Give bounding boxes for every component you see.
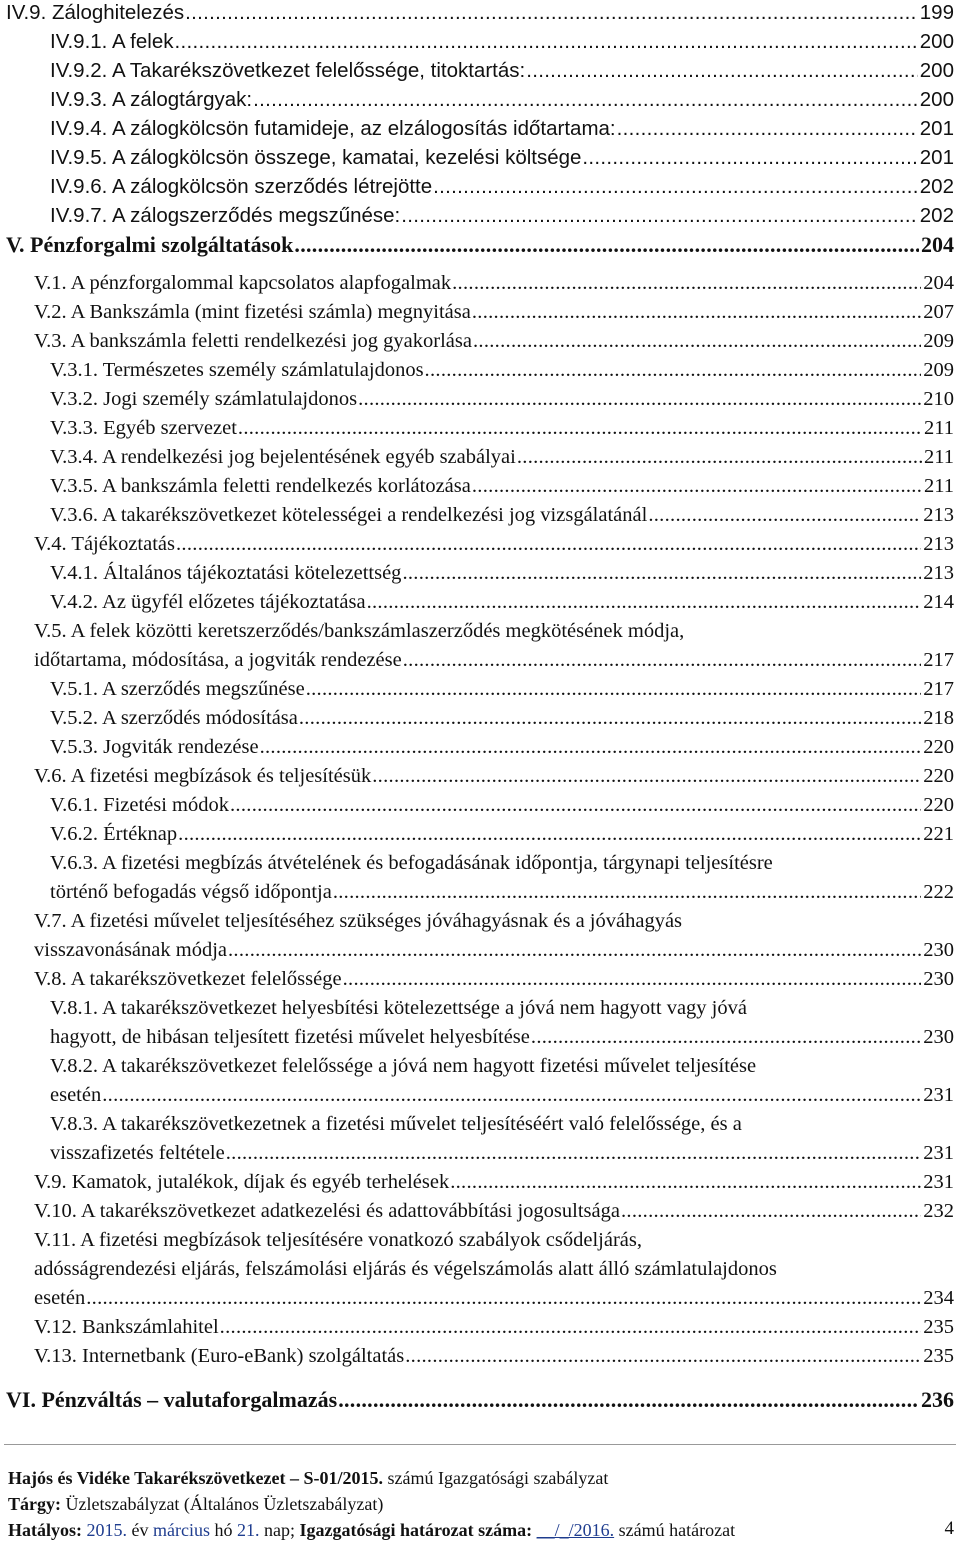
toc-page-number: 230 (923, 968, 954, 990)
footer-regulation-line (8, 1468, 608, 1489)
toc-page-number: 204 (921, 232, 954, 257)
toc-entry-title: V.12. Bankszámlahitel (34, 1316, 219, 1338)
toc-dot-leader (333, 878, 921, 907)
toc-dot-leader (433, 172, 918, 201)
toc-page-number: 209 (923, 359, 954, 381)
toc-entry-line (34, 327, 954, 356)
toc-page-number: 235 (923, 1345, 954, 1367)
toc-dot-leader (402, 559, 921, 588)
footer-effective-line (8, 1520, 735, 1541)
toc-entry-title: V.6. A fizetési megbízások és teljesítésük (34, 765, 372, 787)
toc-entry-title: V.8. A takarékszövetkezet felelőssége (34, 968, 342, 990)
toc-entry-title: esetén (34, 1287, 86, 1309)
toc-entry-title: V.5.2. A szerződés módosítása (50, 707, 298, 729)
toc-entry-line (50, 588, 954, 617)
toc-entry-title: V.4. Tájékoztatás (34, 533, 175, 555)
toc-page-number: 202 (919, 204, 954, 227)
toc-page-number: 220 (923, 736, 954, 758)
toc-entry-title: IV.9.6. A zálogkölcsön szerződés létrejötte (50, 175, 433, 198)
footer-month: március (153, 1520, 210, 1540)
toc-entry-line (50, 56, 954, 85)
toc-dot-leader (403, 646, 922, 675)
toc-entry-title: V.11. A fizetési megbízások teljesítésére vonatkozó szabályok csődeljárás, (34, 1229, 642, 1251)
toc-dot-leader (294, 230, 919, 259)
toc-page-number: 204 (923, 272, 954, 294)
toc-dot-leader (473, 327, 921, 356)
toc-page-number: 213 (923, 562, 954, 584)
toc-page-number: 201 (919, 117, 954, 140)
toc-entry-title: V.3.1. Természetes személy számlatulajdonos (50, 359, 424, 381)
toc-page-number: 213 (923, 504, 954, 526)
toc-dot-leader (102, 1081, 921, 1110)
toc-page-number: 230 (923, 939, 954, 961)
toc-entry-title: V.1. A pénzforgalommal kapcsolatos alapfogalmak (34, 272, 452, 294)
toc-page-number: 234 (923, 1287, 954, 1309)
toc-entry-line (50, 414, 954, 443)
toc-entry-title: V.3. A bankszámla feletti rendelkezési jog gyakorlása (34, 330, 472, 352)
toc-entry-line (50, 559, 954, 588)
toc-page-number: 236 (921, 1387, 954, 1412)
toc-entry-title: V.4.2. Az ügyfél előzetes tájékoztatása (50, 591, 366, 613)
toc-page-number: 214 (923, 591, 954, 613)
toc-entry-line (50, 172, 954, 201)
toc-entry-line (34, 936, 954, 965)
toc-page-number: 231 (923, 1142, 954, 1164)
footer-day: 21. (236, 1520, 260, 1540)
toc-entry-line (50, 1081, 954, 1110)
toc-page-number: 217 (923, 649, 954, 671)
toc-page-number: 213 (923, 533, 954, 555)
toc-dot-leader (185, 0, 918, 27)
footer-text: év (127, 1520, 153, 1540)
toc-page-number: 217 (923, 678, 954, 700)
toc-page-number: 210 (923, 388, 954, 410)
toc-entry-line (50, 85, 954, 114)
toc-dot-leader (86, 1284, 921, 1313)
footer-issuer: Hajós és Vidéke Takarékszövetkezet – S-01/2015. (8, 1468, 383, 1488)
toc-dot-leader (253, 85, 918, 114)
toc-entry-title: esetén (50, 1084, 102, 1106)
footer-subject-label: Tárgy: (8, 1494, 61, 1514)
toc-entry-line (50, 27, 954, 56)
toc-entry-title: történő befogadás végső időpontja (50, 881, 332, 903)
toc-page-number: 200 (919, 59, 954, 82)
toc-entry-title: V.10. A takarékszövetkezet adatkezelési és adattovábbítási jogosultsága (34, 1200, 620, 1222)
toc-dot-leader (343, 965, 922, 994)
toc-entry-line (34, 530, 954, 559)
toc-page-number: 202 (919, 175, 954, 198)
toc-page-number: 221 (923, 823, 954, 845)
toc-dot-leader (367, 588, 922, 617)
toc-entry-title: V.3.4. A rendelkezési jog bejelentésének egyéb szabályai (50, 446, 516, 468)
toc-dot-leader (230, 791, 921, 820)
toc-entry-line (34, 965, 954, 994)
toc-entry-line (50, 1023, 954, 1052)
toc-page-number: 220 (923, 765, 954, 787)
toc-dot-leader (226, 1139, 922, 1168)
toc-entry-title: IV.9.4. A zálogkölcsön futamideje, az elzálogosítás időtartama: (50, 117, 616, 140)
toc-entry-line (50, 356, 954, 385)
toc-dot-leader (621, 1197, 921, 1226)
toc-page-number: 211 (924, 446, 954, 468)
toc-entry-line (50, 675, 954, 704)
toc-page-number: 211 (924, 475, 954, 497)
toc-entry-line (34, 269, 954, 298)
toc-entry-line (50, 704, 954, 733)
footer-subject: Üzletszabályzat (Általános Üzletszabályzat) (61, 1494, 384, 1514)
toc-entry-title: V.3.6. A takarékszövetkezet kötelességei a rendelkezési jog vizsgálatánál (50, 504, 648, 526)
toc-entry-title: V.6.1. Fizetési módok (50, 794, 229, 816)
toc-entry-line (50, 1139, 954, 1168)
toc-dot-leader (648, 501, 921, 530)
toc-entry-line (50, 143, 954, 172)
toc-dot-leader (306, 675, 922, 704)
toc-page-number: 218 (923, 707, 954, 729)
toc-dot-leader (178, 820, 921, 849)
footer-effective-label: Hatályos: (8, 1520, 87, 1540)
toc-dot-leader (472, 298, 921, 327)
toc-page-number: 235 (923, 1316, 954, 1338)
toc-dot-leader (452, 269, 921, 298)
toc-entry-title: V.5. A felek közötti keretszerződés/bankszámlaszerződés megkötésének módja, (34, 620, 685, 642)
toc-dot-leader (228, 936, 921, 965)
toc-entry-title: V. Pénzforgalmi szolgáltatások (6, 232, 294, 257)
toc-entry-title: V.5.1. A szerződés megszűnése (50, 678, 305, 700)
toc-entry-title: V.3.5. A bankszámla feletti rendelkezés korlátozása (50, 475, 471, 497)
footer-resolution-label: Igazgatósági határozat száma: (299, 1520, 537, 1540)
toc-entry-title: V.2. A Bankszámla (mint fizetési számla) megnyitása (34, 301, 471, 323)
toc-dot-leader (472, 472, 922, 501)
toc-entry-title: V.8.2. A takarékszövetkezet felelőssége a jóvá nem hagyott fizetési művelet teljesítése (50, 1055, 757, 1077)
toc-entry-title: visszavonásának módja (34, 939, 227, 961)
toc-entry-line (34, 1197, 954, 1226)
toc-entry-line (34, 1342, 954, 1371)
footer-text: hó (209, 1520, 237, 1540)
toc-entry-title: VI. Pénzváltás – valutaforgalmazás (6, 1387, 338, 1412)
toc-page-number: 230 (923, 1026, 954, 1048)
toc-dot-leader (358, 385, 921, 414)
toc-entry-title: V.6.3. A fizetési megbízás átvételének és befogadásának időpontja, tárgynapi teljesítésre (50, 852, 773, 874)
toc-entry-title: V.8.3. A takarékszövetkezetnek a fizetési művelet teljesítéséért való felelőssége, és a (50, 1113, 742, 1135)
toc-entry-line (6, 230, 954, 259)
toc-entry-title: IV.9.2. A Takarékszövetkezet felelőssége, titoktartás: (50, 59, 526, 82)
footer-year: 2015. (86, 1520, 127, 1540)
toc-entry-line (50, 733, 954, 762)
toc-dot-leader (531, 1023, 921, 1052)
toc-page-number: 209 (923, 330, 954, 352)
toc-page-number: 200 (919, 30, 954, 53)
toc-entry-line (34, 1313, 954, 1342)
toc-entry-title: időtartama, módosítása, a jogviták rendezése (34, 649, 402, 671)
page-number: 4 (944, 1518, 954, 1539)
toc-entry-title: V.5.3. Jogviták rendezése (50, 736, 259, 758)
toc-dot-leader (372, 762, 921, 791)
toc-entry-title: V.8.1. A takarékszövetkezet helyesbítési kötelezettsége a jóvá nem hagyott vagy jóvá (50, 997, 747, 1019)
toc-page-number: 199 (919, 1, 954, 24)
toc-entry-title: V.4.1. Általános tájékoztatási kötelezettség (50, 562, 402, 584)
toc-entry-title: V.9. Kamatok, jutalékok, díjak és egyéb terhelések (34, 1171, 450, 1193)
toc-entry-line (34, 298, 954, 327)
toc-entry-line (50, 501, 954, 530)
toc-entry-line (34, 646, 954, 675)
toc-entry-line (50, 878, 954, 907)
toc-dot-leader (526, 56, 918, 85)
toc-dot-leader (174, 27, 917, 56)
toc-page-number: 231 (923, 1171, 954, 1193)
toc-dot-leader (425, 356, 922, 385)
toc-entry-title: V.3.3. Egyéb szervezet (50, 417, 237, 439)
toc-dot-leader (401, 201, 918, 230)
toc-dot-leader (582, 143, 917, 172)
footer-divider (4, 1444, 956, 1445)
toc-page-number: 232 (923, 1200, 954, 1222)
toc-entry-line (50, 472, 954, 501)
footer-resolution-number: __/_/2016. (536, 1520, 615, 1540)
toc-dot-leader (617, 114, 918, 143)
toc-page-number: 207 (923, 301, 954, 323)
toc-dot-leader (238, 414, 922, 443)
footer-subject-line (8, 1494, 383, 1515)
toc-entry-line (6, 1385, 954, 1414)
toc-page-number: 231 (923, 1084, 954, 1106)
toc-entry-title: adósságrendezési eljárás, felszámolási eljárás és végelszámolás alatt álló számlatulajdonos (34, 1258, 777, 1280)
toc-entry-title: IV.9.1. A felek (50, 30, 174, 53)
footer-text: számú határozat (614, 1520, 736, 1540)
toc-entry-title: V.13. Internetbank (Euro-eBank) szolgáltatás (34, 1345, 405, 1367)
toc-entry-title: IV.9.5. A zálogkölcsön összege, kamatai, kezelési költsége (50, 146, 582, 169)
toc-dot-leader (405, 1342, 921, 1371)
toc-entry-line (34, 1168, 954, 1197)
toc-dot-leader (517, 443, 922, 472)
toc-dot-leader (338, 1385, 919, 1414)
toc-dot-leader (450, 1168, 921, 1197)
toc-entry-title: visszafizetés feltétele (50, 1142, 225, 1164)
toc-page-number: 200 (919, 88, 954, 111)
toc-entry-line (50, 385, 954, 414)
toc-entry-title: hagyott, de hibásan teljesített fizetési művelet helyesbítése (50, 1026, 530, 1048)
toc-entry-title: V.7. A fizetési művelet teljesítéséhez szükséges jóváhagyásnak és a jóváhagyás (34, 910, 683, 932)
toc-entry-title: IV.9.3. A zálogtárgyak: (50, 88, 253, 111)
toc-entry-line (50, 443, 954, 472)
toc-page-number: 211 (924, 417, 954, 439)
toc-entry-line (50, 114, 954, 143)
toc-page-number: 220 (923, 794, 954, 816)
toc-entry-line (34, 762, 954, 791)
toc-entry-line (50, 201, 954, 230)
toc-page-number: 201 (919, 146, 954, 169)
toc-dot-leader (220, 1313, 922, 1342)
footer-text: nap; (259, 1520, 300, 1540)
toc-entry-line (50, 820, 954, 849)
toc-entry-line (6, 0, 954, 27)
toc-entry-title: V.6.2. Értéknap (50, 823, 178, 845)
toc-entry-line (34, 1284, 954, 1313)
toc-entry-title: IV.9.7. A zálogszerződés megszűnése: (50, 204, 401, 227)
toc-entry-line (50, 791, 954, 820)
toc-entry-title: V.3.2. Jogi személy számlatulajdonos (50, 388, 358, 410)
toc-page-number: 222 (923, 881, 954, 903)
footer-regulation-type: számú Igazgatósági szabályzat (383, 1468, 609, 1488)
toc-dot-leader (299, 704, 921, 733)
toc-dot-leader (260, 733, 922, 762)
toc-entry-title: IV.9. Záloghitelezés (6, 1, 185, 24)
toc-dot-leader (176, 530, 921, 559)
